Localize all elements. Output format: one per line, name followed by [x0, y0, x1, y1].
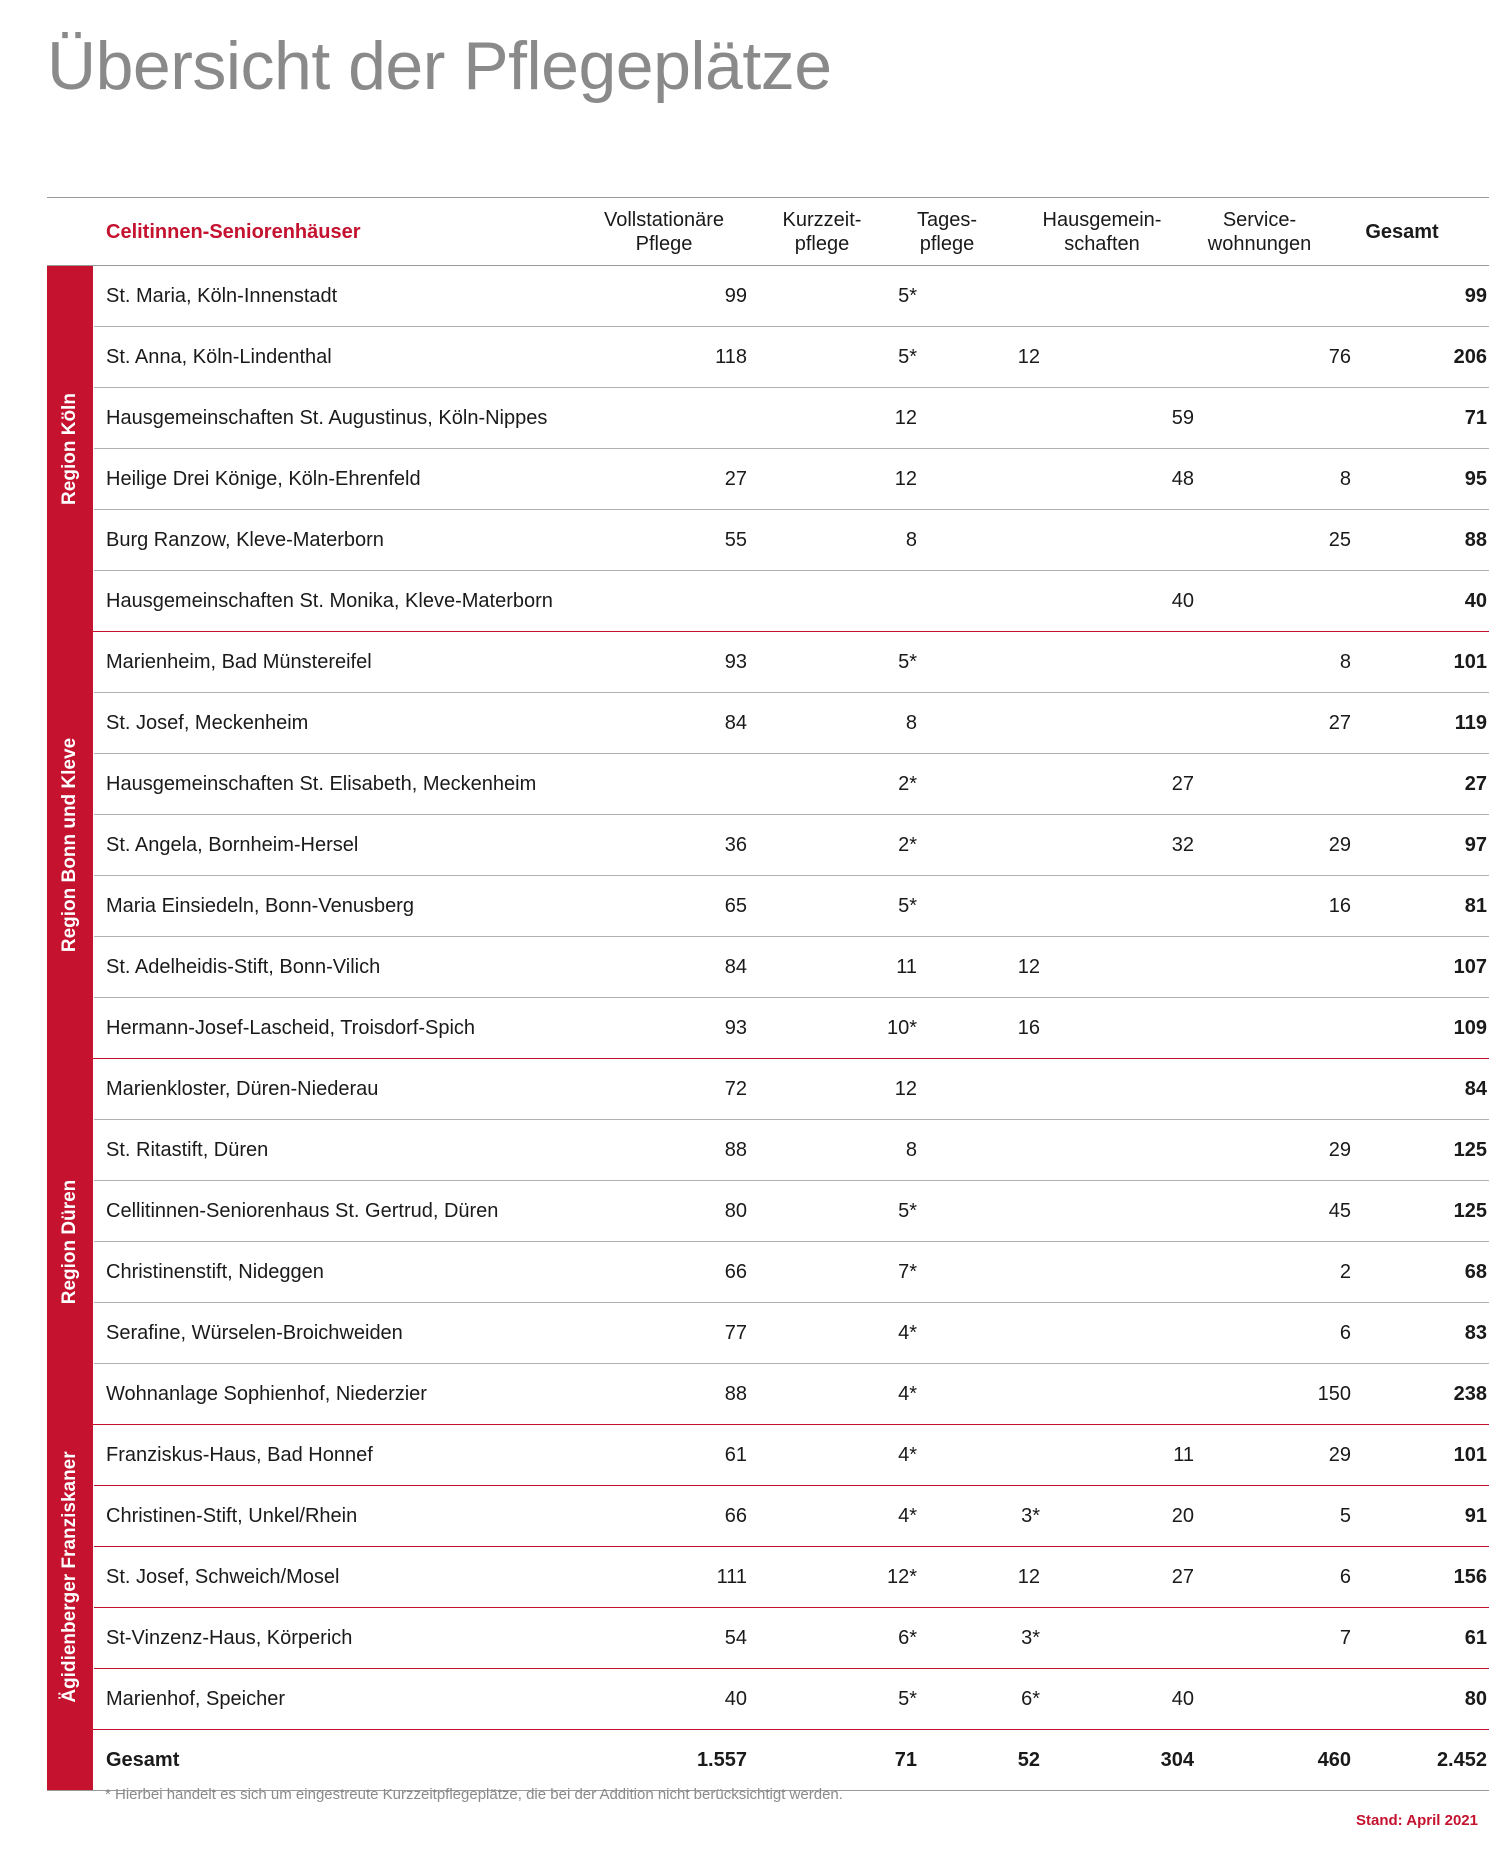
total-label: Gesamt	[106, 1749, 180, 1771]
pflegeplaetze-table	[47, 197, 1489, 1791]
hausgemeinschaften-value	[1104, 1181, 1194, 1241]
facility-name: St. Josef, Schweich/Mosel	[106, 1566, 340, 1588]
hausgemeinschaften-value	[1104, 510, 1194, 570]
facility-name: Christinenstift, Nideggen	[106, 1261, 324, 1283]
hausgemeinschaften-value: 32	[1171, 834, 1194, 856]
region-block	[47, 1059, 1489, 1425]
table-row	[94, 692, 1489, 753]
service-value	[1261, 937, 1351, 997]
facility-name: St. Josef, Meckenheim	[106, 712, 309, 734]
service-value	[1261, 1059, 1351, 1119]
kurzzeit-value: 5*	[898, 1200, 917, 1222]
gesamt-value: 101	[1453, 651, 1487, 673]
table-row	[94, 1668, 1489, 1729]
header-name: Celitinnen-Seniorenhäuser	[106, 220, 361, 243]
hausgemeinschaften-value	[1104, 876, 1194, 936]
tages-value: 3*	[1021, 1505, 1040, 1527]
facility-name: Franziskus-Haus, Bad Honnef	[106, 1444, 373, 1466]
hausgemeinschaften-value: 40	[1171, 590, 1194, 612]
vollstationaer-value: 54	[724, 1627, 747, 1649]
tages-value: 3*	[1021, 1627, 1040, 1649]
hausgemeinschaften-value	[1104, 1242, 1194, 1302]
service-value: 5	[1339, 1505, 1351, 1527]
table-row	[94, 1425, 1489, 1485]
vollstationaer-value	[657, 571, 747, 631]
hausgemeinschaften-value: 27	[1171, 773, 1194, 795]
hausgemeinschaften-value	[1104, 1303, 1194, 1363]
service-value: 29	[1328, 1444, 1351, 1466]
kurzzeit-value: 12*	[886, 1566, 917, 1588]
vollstationaer-value: 36	[724, 834, 747, 856]
table-row	[94, 814, 1489, 875]
vollstationaer-value: 84	[724, 712, 747, 734]
table-row	[94, 1119, 1489, 1180]
kurzzeit-value: 5*	[898, 895, 917, 917]
vollstationaer-value: 66	[724, 1505, 747, 1527]
kurzzeit-value: 4*	[898, 1505, 917, 1527]
service-value: 6	[1339, 1566, 1351, 1588]
total-region-bar	[47, 1730, 93, 1790]
header-line: Service-	[1222, 208, 1297, 231]
kurzzeit-value: 8	[905, 529, 917, 551]
tages-value: 12	[1017, 346, 1040, 368]
region-block	[47, 632, 1489, 1059]
vollstationaer-value: 84	[724, 956, 747, 978]
service-value: 150	[1317, 1383, 1351, 1405]
region-block	[47, 266, 1489, 632]
gesamt-value: 109	[1453, 1017, 1487, 1039]
header-tagespflege	[897, 198, 997, 265]
header-hausgemeinschaften	[1022, 198, 1182, 265]
gesamt-value: 125	[1453, 1200, 1487, 1222]
kurzzeit-value: 8	[905, 1139, 917, 1161]
gesamt-value: 91	[1464, 1505, 1487, 1527]
table-row	[94, 632, 1489, 692]
vollstationaer-value: 88	[724, 1139, 747, 1161]
header-servicewohnungen	[1187, 198, 1332, 265]
region-label-text: Ägidienberger Franziskaner	[59, 1451, 80, 1703]
tages-value	[950, 266, 1040, 326]
facility-name: Maria Einsiedeln, Bonn-Venusberg	[106, 895, 414, 917]
kurzzeit-value: 11	[896, 956, 917, 978]
tages-value	[950, 1059, 1040, 1119]
gesamt-value: 81	[1464, 895, 1487, 917]
hausgemeinschaften-value: 59	[1171, 407, 1194, 429]
tages-value	[950, 815, 1040, 875]
vollstationaer-value: 65	[724, 895, 747, 917]
kurzzeit-value: 6*	[898, 1627, 917, 1649]
gesamt-value: 238	[1453, 1383, 1487, 1405]
region-label-text: Region Köln	[59, 392, 80, 505]
total-service: 460	[1317, 1749, 1351, 1771]
total-tages: 52	[1017, 1749, 1040, 1771]
gesamt-value: 27	[1464, 773, 1487, 795]
service-value	[1261, 388, 1351, 448]
hausgemeinschaften-value	[1104, 327, 1194, 387]
region-label	[47, 632, 93, 1058]
gesamt-value: 40	[1464, 590, 1487, 612]
gesamt-value: 107	[1453, 956, 1487, 978]
facility-name: Heilige Drei Könige, Köln-Ehrenfeld	[106, 468, 421, 490]
vollstationaer-value: 80	[724, 1200, 747, 1222]
table-row	[94, 448, 1489, 509]
service-value	[1261, 998, 1351, 1058]
header-gesamt: Gesamt	[1365, 220, 1439, 243]
hausgemeinschaften-value	[1104, 1364, 1194, 1424]
facility-name: Marienkloster, Düren-Niederau	[106, 1078, 379, 1100]
tages-value	[950, 1364, 1040, 1424]
hausgemeinschaften-value	[1104, 998, 1194, 1058]
header-line: Vollstationäre	[603, 208, 725, 231]
kurzzeit-value	[827, 571, 917, 631]
facility-name: St. Maria, Köln-Innenstadt	[106, 285, 338, 307]
kurzzeit-value: 4*	[898, 1383, 917, 1405]
vollstationaer-value: 55	[724, 529, 747, 551]
tages-value	[950, 1242, 1040, 1302]
region-label	[47, 1059, 93, 1424]
facility-name: Wohnanlage Sophienhof, Niederzier	[106, 1383, 427, 1405]
facility-name: Serafine, Würselen-Broichweiden	[106, 1322, 403, 1344]
tages-value	[950, 571, 1040, 631]
hausgemeinschaften-value: 20	[1171, 1505, 1194, 1527]
kurzzeit-value: 12	[894, 1078, 917, 1100]
header-vollstationaere-pflege	[584, 198, 744, 265]
tages-value	[950, 510, 1040, 570]
facility-name: Burg Ranzow, Kleve-Materborn	[106, 529, 384, 551]
service-value	[1261, 1669, 1351, 1729]
service-value: 29	[1328, 1139, 1351, 1161]
hausgemeinschaften-value	[1104, 1120, 1194, 1180]
header-line: pflege	[794, 232, 850, 255]
hausgemeinschaften-value: 27	[1171, 1566, 1194, 1588]
gesamt-value: 97	[1464, 834, 1487, 856]
kurzzeit-value: 8	[905, 712, 917, 734]
tages-value	[950, 1120, 1040, 1180]
tages-value: 12	[1017, 1566, 1040, 1588]
tages-value	[950, 449, 1040, 509]
vollstationaer-value: 93	[724, 1017, 747, 1039]
gesamt-value: 95	[1464, 468, 1487, 490]
kurzzeit-value: 5*	[898, 285, 917, 307]
region-label-text: Region Bonn und Kleve	[59, 737, 80, 953]
facility-name: Hermann-Josef-Lascheid, Troisdorf-Spich	[106, 1017, 476, 1039]
total-vollstationaer: 1.557	[696, 1749, 747, 1771]
table-row	[94, 326, 1489, 387]
total-kurzzeit: 71	[894, 1749, 917, 1771]
hausgemeinschaften-value	[1104, 632, 1194, 692]
tages-value: 6*	[1021, 1688, 1040, 1710]
gesamt-value: 80	[1464, 1688, 1487, 1710]
tages-value	[950, 876, 1040, 936]
facility-name: St. Anna, Köln-Lindenthal	[106, 346, 332, 368]
gesamt-value: 71	[1464, 407, 1487, 429]
vollstationaer-value: 99	[724, 285, 747, 307]
stand-date: Stand: April 2021	[1356, 1812, 1478, 1829]
service-value: 27	[1328, 712, 1351, 734]
facility-name: Cellitinnen-Seniorenhaus St. Gertrud, Düren	[106, 1200, 499, 1222]
kurzzeit-value: 12	[894, 407, 917, 429]
kurzzeit-value: 4*	[898, 1444, 917, 1466]
hausgemeinschaften-value: 40	[1171, 1688, 1194, 1710]
total-row	[47, 1730, 1489, 1791]
service-value	[1261, 754, 1351, 814]
facility-name: St. Angela, Bornheim-Hersel	[106, 834, 359, 856]
hausgemeinschaften-value	[1104, 693, 1194, 753]
vollstationaer-value: 27	[724, 468, 747, 490]
header-line: Tages-	[916, 208, 978, 231]
gesamt-value: 88	[1464, 529, 1487, 551]
facility-name: St-Vinzenz-Haus, Körperich	[106, 1627, 353, 1649]
table-row	[94, 1607, 1489, 1668]
gesamt-value: 119	[1454, 712, 1487, 734]
tages-value	[950, 388, 1040, 448]
total-hausgemeinschaften: 304	[1160, 1749, 1194, 1771]
gesamt-value: 206	[1453, 346, 1487, 368]
region-label-text: Region Düren	[59, 1179, 80, 1304]
tages-value	[950, 1425, 1040, 1485]
hausgemeinschaften-value	[1104, 937, 1194, 997]
header-line: wohnungen	[1207, 232, 1312, 255]
header-line: Hausgemein-	[1042, 208, 1162, 231]
service-value: 2	[1339, 1261, 1351, 1283]
gesamt-value: 68	[1464, 1261, 1487, 1283]
kurzzeit-value: 5*	[898, 1688, 917, 1710]
vollstationaer-value: 93	[724, 651, 747, 673]
vollstationaer-value	[657, 754, 747, 814]
table-row	[94, 1363, 1489, 1424]
vollstationaer-value: 118	[715, 346, 747, 368]
table-row	[94, 570, 1489, 631]
service-value	[1261, 266, 1351, 326]
region-label	[47, 1425, 93, 1729]
hausgemeinschaften-value: 48	[1171, 468, 1194, 490]
facility-name: Hausgemeinschaften St. Monika, Kleve-Materborn	[106, 590, 553, 612]
service-value: 76	[1328, 346, 1351, 368]
table-row	[94, 1485, 1489, 1546]
gesamt-value: 61	[1464, 1627, 1487, 1649]
header-line: Pflege	[635, 232, 693, 255]
gesamt-value: 99	[1464, 285, 1487, 307]
kurzzeit-value: 2*	[898, 773, 917, 795]
header-line: pflege	[919, 232, 975, 255]
gesamt-value: 83	[1464, 1322, 1487, 1344]
tages-value	[950, 693, 1040, 753]
service-value: 29	[1328, 834, 1351, 856]
vollstationaer-value: 72	[724, 1078, 747, 1100]
gesamt-value: 125	[1453, 1139, 1487, 1161]
vollstationaer-value: 66	[724, 1261, 747, 1283]
footnote: * Hierbei handelt es sich um eingestreute Kurzzeitpflegeplätze, die bei der Addition nicht berücksichtigt werden.	[105, 1786, 843, 1803]
hausgemeinschaften-value	[1104, 266, 1194, 326]
facility-name: Hausgemeinschaften St. Elisabeth, Meckenheim	[106, 773, 537, 795]
table-row	[94, 387, 1489, 448]
kurzzeit-value: 4*	[898, 1322, 917, 1344]
facility-name: Hausgemeinschaften St. Augustinus, Köln-Nippes	[106, 407, 548, 429]
table-row	[94, 266, 1489, 326]
table-row	[94, 1302, 1489, 1363]
tages-value	[950, 1181, 1040, 1241]
table-row	[94, 875, 1489, 936]
kurzzeit-value: 7*	[898, 1261, 917, 1283]
table-row	[94, 1546, 1489, 1607]
service-value	[1261, 571, 1351, 631]
header-line: Kurzzeit-	[782, 208, 862, 231]
table-row	[94, 509, 1489, 570]
vollstationaer-value: 77	[724, 1322, 747, 1344]
table-row	[94, 1059, 1489, 1119]
vollstationaer-value: 88	[724, 1383, 747, 1405]
service-value: 25	[1328, 529, 1351, 551]
service-value: 16	[1328, 895, 1351, 917]
table-row	[94, 936, 1489, 997]
header-line: schaften	[1064, 232, 1140, 255]
gesamt-value: 84	[1464, 1078, 1487, 1100]
total-gesamt: 2.452	[1436, 1749, 1487, 1771]
hausgemeinschaften-value: 11	[1173, 1444, 1194, 1466]
region-block	[47, 1425, 1489, 1730]
service-value: 8	[1339, 651, 1351, 673]
regions-container	[47, 266, 1489, 1730]
service-value: 8	[1339, 468, 1351, 490]
hausgemeinschaften-value	[1104, 1059, 1194, 1119]
service-value: 6	[1339, 1322, 1351, 1344]
kurzzeit-value: 10*	[886, 1017, 917, 1039]
gesamt-value: 156	[1453, 1566, 1487, 1588]
tages-value	[950, 754, 1040, 814]
kurzzeit-value: 5*	[898, 346, 917, 368]
facility-name: St. Ritastift, Düren	[106, 1139, 269, 1161]
table-row	[94, 1180, 1489, 1241]
facility-name: Marienheim, Bad Münstereifel	[106, 651, 372, 673]
header-kurzzeitpflege	[762, 198, 882, 265]
vollstationaer-value	[657, 388, 747, 448]
table-header-row	[47, 198, 1489, 266]
service-value: 7	[1339, 1627, 1351, 1649]
hausgemeinschaften-value	[1104, 1608, 1194, 1668]
table-row	[94, 1241, 1489, 1302]
vollstationaer-value: 61	[724, 1444, 747, 1466]
kurzzeit-value: 12	[894, 468, 917, 490]
vollstationaer-value: 111	[716, 1566, 747, 1588]
total-row-cells	[94, 1730, 1489, 1790]
facility-name: St. Adelheidis-Stift, Bonn-Vilich	[106, 956, 381, 978]
facility-name: Marienhof, Speicher	[106, 1688, 285, 1710]
table-row	[94, 753, 1489, 814]
tages-value	[950, 632, 1040, 692]
kurzzeit-value: 5*	[898, 651, 917, 673]
kurzzeit-value: 2*	[898, 834, 917, 856]
region-label	[47, 266, 93, 631]
facility-name: Christinen-Stift, Unkel/Rhein	[106, 1505, 358, 1527]
tages-value: 12	[1017, 956, 1040, 978]
vollstationaer-value: 40	[724, 1688, 747, 1710]
tages-value	[950, 1303, 1040, 1363]
table-row	[94, 997, 1489, 1058]
tages-value: 16	[1017, 1017, 1040, 1039]
gesamt-value: 101	[1453, 1444, 1487, 1466]
page-title: Übersicht der Pflegeplätze	[47, 28, 832, 104]
service-value: 45	[1328, 1200, 1351, 1222]
